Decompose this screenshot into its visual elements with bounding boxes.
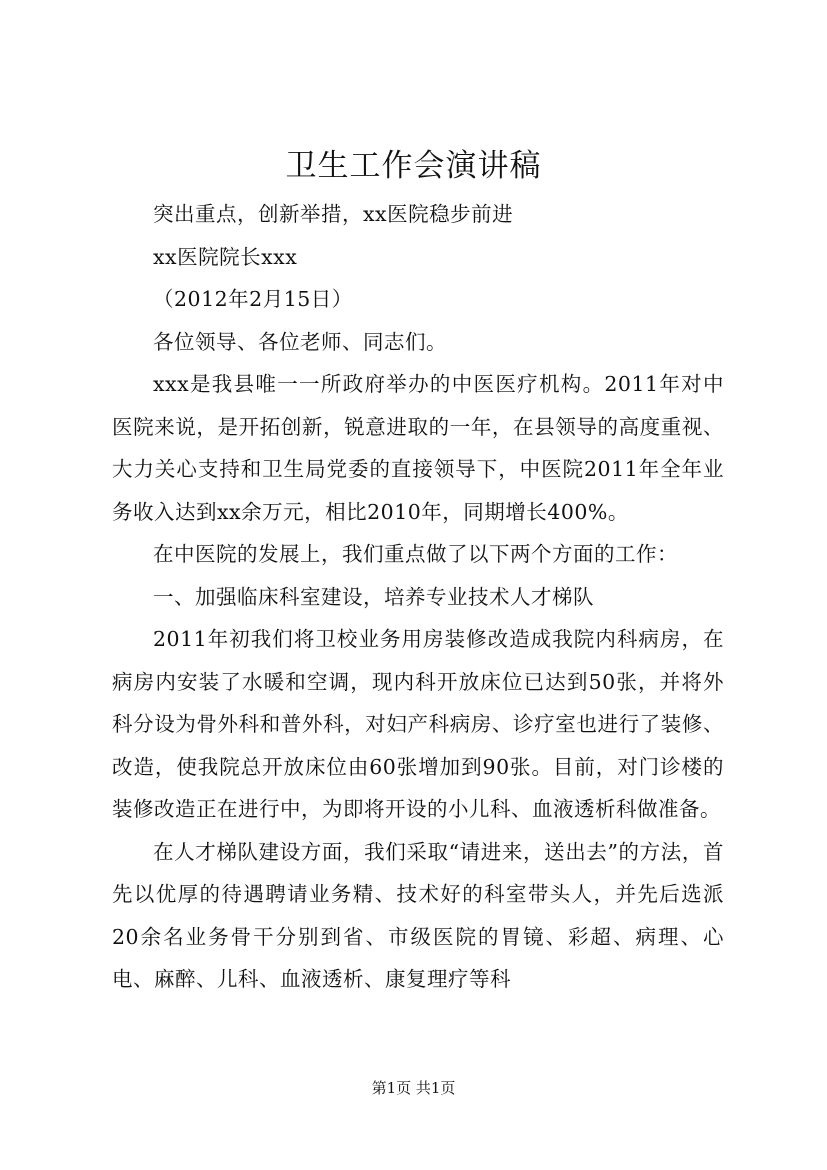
- body-paragraph: 2011年初我们将卫校业务用房装修改造成我院内科病房，在病房内安装了水暖和空调，现内科开放床位已达到50张，并将外科分设为骨外科和普外科，对妇产科病房、诊疗室也进行了装修、改造，使我院总开放床位由60张增加到90张。目前，对门诊楼的装修改造正在进行中，为即将开设的小儿科、血液透析科做准备。: [112, 627, 724, 821]
- body-paragraph: 在人才梯队建设方面，我们采取“请进来，送出去”的方法，首先以优厚的待遇聘请业务精、技术好的科室带头人，并先后选派20余名业务骨干分别到省、市级医院的胃镜、彩超、病理、心电、麻醉、儿科、血液透析、康复理疗等科: [112, 839, 724, 991]
- date-paragraph: （2012年2月15日）: [153, 287, 353, 311]
- section-heading: 一、加强临床科室建设，培养专业技术人才梯队: [153, 584, 594, 609]
- page-footer: 第1页 共1页: [371, 1079, 456, 1097]
- subtitle-paragraph: 突出重点，创新举措，xx医院稳步前进: [153, 202, 514, 226]
- body-paragraph: xxx是我县唯一一所政府举办的中医医疗机构。2011年对中医院来说，是开拓创新，锐意进取的一年，在县领导的高度重视、大力关心支持和卫生局党委的直接领导下，中医院2011年全年业务收入达到xx余万元，相比2010年，同期增长400%。: [112, 372, 724, 524]
- document-title: 卫生工作会演讲稿: [285, 148, 542, 184]
- document-body: [112, 193, 724, 1001]
- author-paragraph: xx医院院长xxx: [153, 244, 298, 269]
- salutation-paragraph: 各位领导、各位老师、同志们。: [153, 329, 447, 354]
- body-paragraph: 在中医院的发展上，我们重点做了以下两个方面的工作：: [153, 542, 678, 566]
